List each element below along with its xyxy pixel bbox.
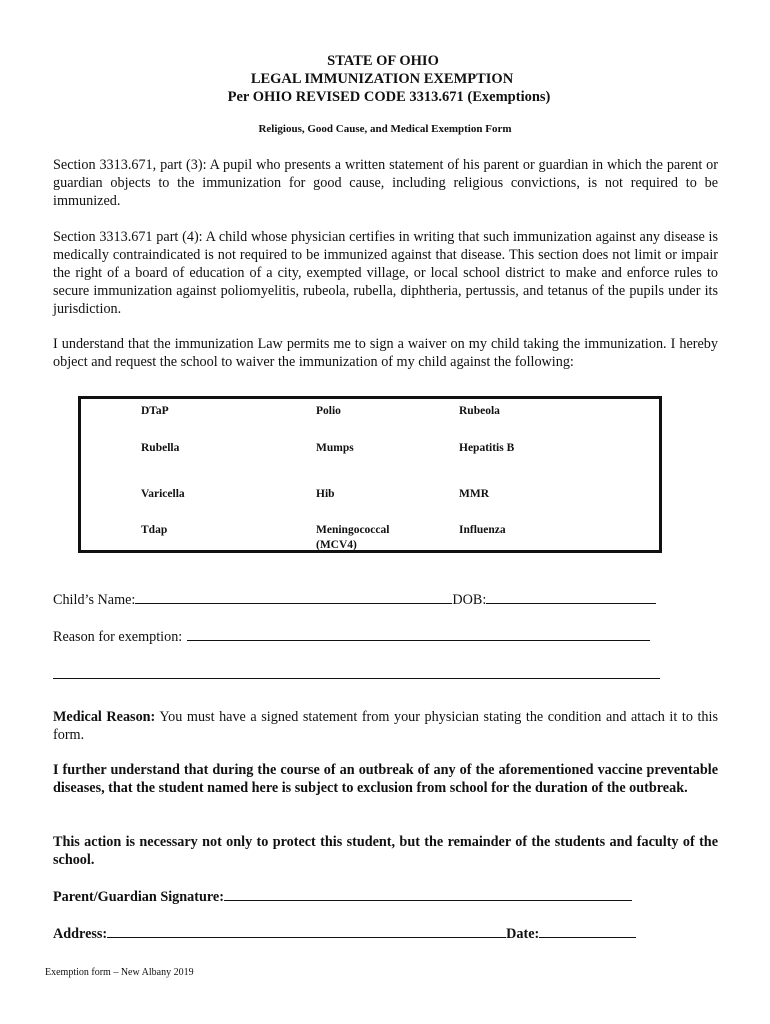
footer-note: Exemption form – New Albany 2019	[45, 967, 194, 978]
dob-label: DOB:	[452, 592, 487, 608]
address-field[interactable]	[107, 923, 506, 938]
vaccine-polio[interactable]: Polio	[316, 405, 341, 417]
vaccine-dtap[interactable]: DTaP	[141, 405, 169, 417]
medical-reason-text: You must have a signed statement from your physician stating the condition and attach it to this form.	[53, 709, 718, 743]
childs-name-field[interactable]	[135, 589, 452, 604]
outbreak-paragraph: I further understand that during the course of an outbreak of any of the aforementioned vaccine preventable diseases, that the student named here is subject to exclusion from school for the duration of the outbreak.	[53, 762, 718, 796]
vaccine-influenza[interactable]: Influenza	[459, 524, 506, 536]
vaccine-list-box	[78, 396, 662, 553]
protection-paragraph: This action is necessary not only to protect this student, but the remainder of the students and faculty of the school.	[53, 834, 718, 868]
section-part3-paragraph: Section 3313.671, part (3): A pupil who presents a written statement of his parent or guardian in which the parent or guardian objects to the immunization for good cause, including religious convictions, is not required to be immunized.	[53, 157, 718, 209]
vaccine-meningococcal[interactable]: Meningococcal (MCV4)	[316, 524, 390, 551]
vaccine-hib[interactable]: Hib	[316, 488, 335, 500]
childs-name-row	[53, 589, 656, 609]
date-label: Date:	[506, 926, 540, 942]
title-exemption: LEGAL IMMUNIZATION EXEMPTION	[250, 71, 514, 87]
section-part4-paragraph: Section 3313.671 part (4): A child whose physician certifies in writing that such immunization against any disease is medically contraindicated is not required to be immunized against that disease. This section does not limit or impair the right of a board of education of a city, exempted village, or local school district to make and enforce rules to secure immunization against poliomyelitis, rubeola, rubella, diphtheria, pertussis, and tetanus of the pupils under its jurisdiction.	[53, 229, 718, 317]
parent-signature-label: Parent/Guardian Signature:	[53, 889, 224, 905]
date-field[interactable]	[539, 923, 636, 938]
vaccine-hepatitis-b[interactable]: Hepatitis B	[459, 442, 515, 454]
vaccine-varicella[interactable]: Varicella	[141, 488, 185, 500]
vaccine-tdap[interactable]: Tdap	[141, 524, 168, 536]
medical-reason-label: Medical Reason:	[53, 709, 156, 725]
vaccine-rubeola[interactable]: Rubeola	[459, 405, 500, 417]
waiver-request-paragraph: I understand that the immunization Law permits me to sign a waiver on my child taking the immunization. I hereby object and request the school to waiver the immunization of my child against the following:	[53, 336, 718, 370]
vaccine-mumps[interactable]: Mumps	[316, 442, 354, 454]
signature-row	[53, 886, 632, 906]
reason-field[interactable]	[187, 626, 650, 641]
parent-signature-field[interactable]	[224, 886, 632, 901]
form-subtitle: Religious, Good Cause, and Medical Exemption Form	[258, 123, 512, 135]
title-code: Per OHIO REVISED CODE 3313.671 (Exemptions)	[227, 89, 551, 105]
reason-label: Reason for exemption:	[53, 629, 183, 645]
address-label: Address:	[53, 926, 108, 942]
medical-reason-paragraph	[53, 708, 718, 744]
childs-name-label: Child’s Name:	[53, 592, 136, 608]
reason-continuation-line[interactable]	[53, 664, 660, 679]
address-row	[53, 923, 636, 943]
vaccine-rubella[interactable]: Rubella	[141, 442, 180, 454]
title-state: STATE OF OHIO	[327, 53, 439, 69]
form-title	[0, 52, 770, 106]
reason-row	[53, 626, 650, 646]
vaccine-mmr[interactable]: MMR	[459, 488, 490, 500]
dob-field[interactable]	[486, 589, 656, 604]
